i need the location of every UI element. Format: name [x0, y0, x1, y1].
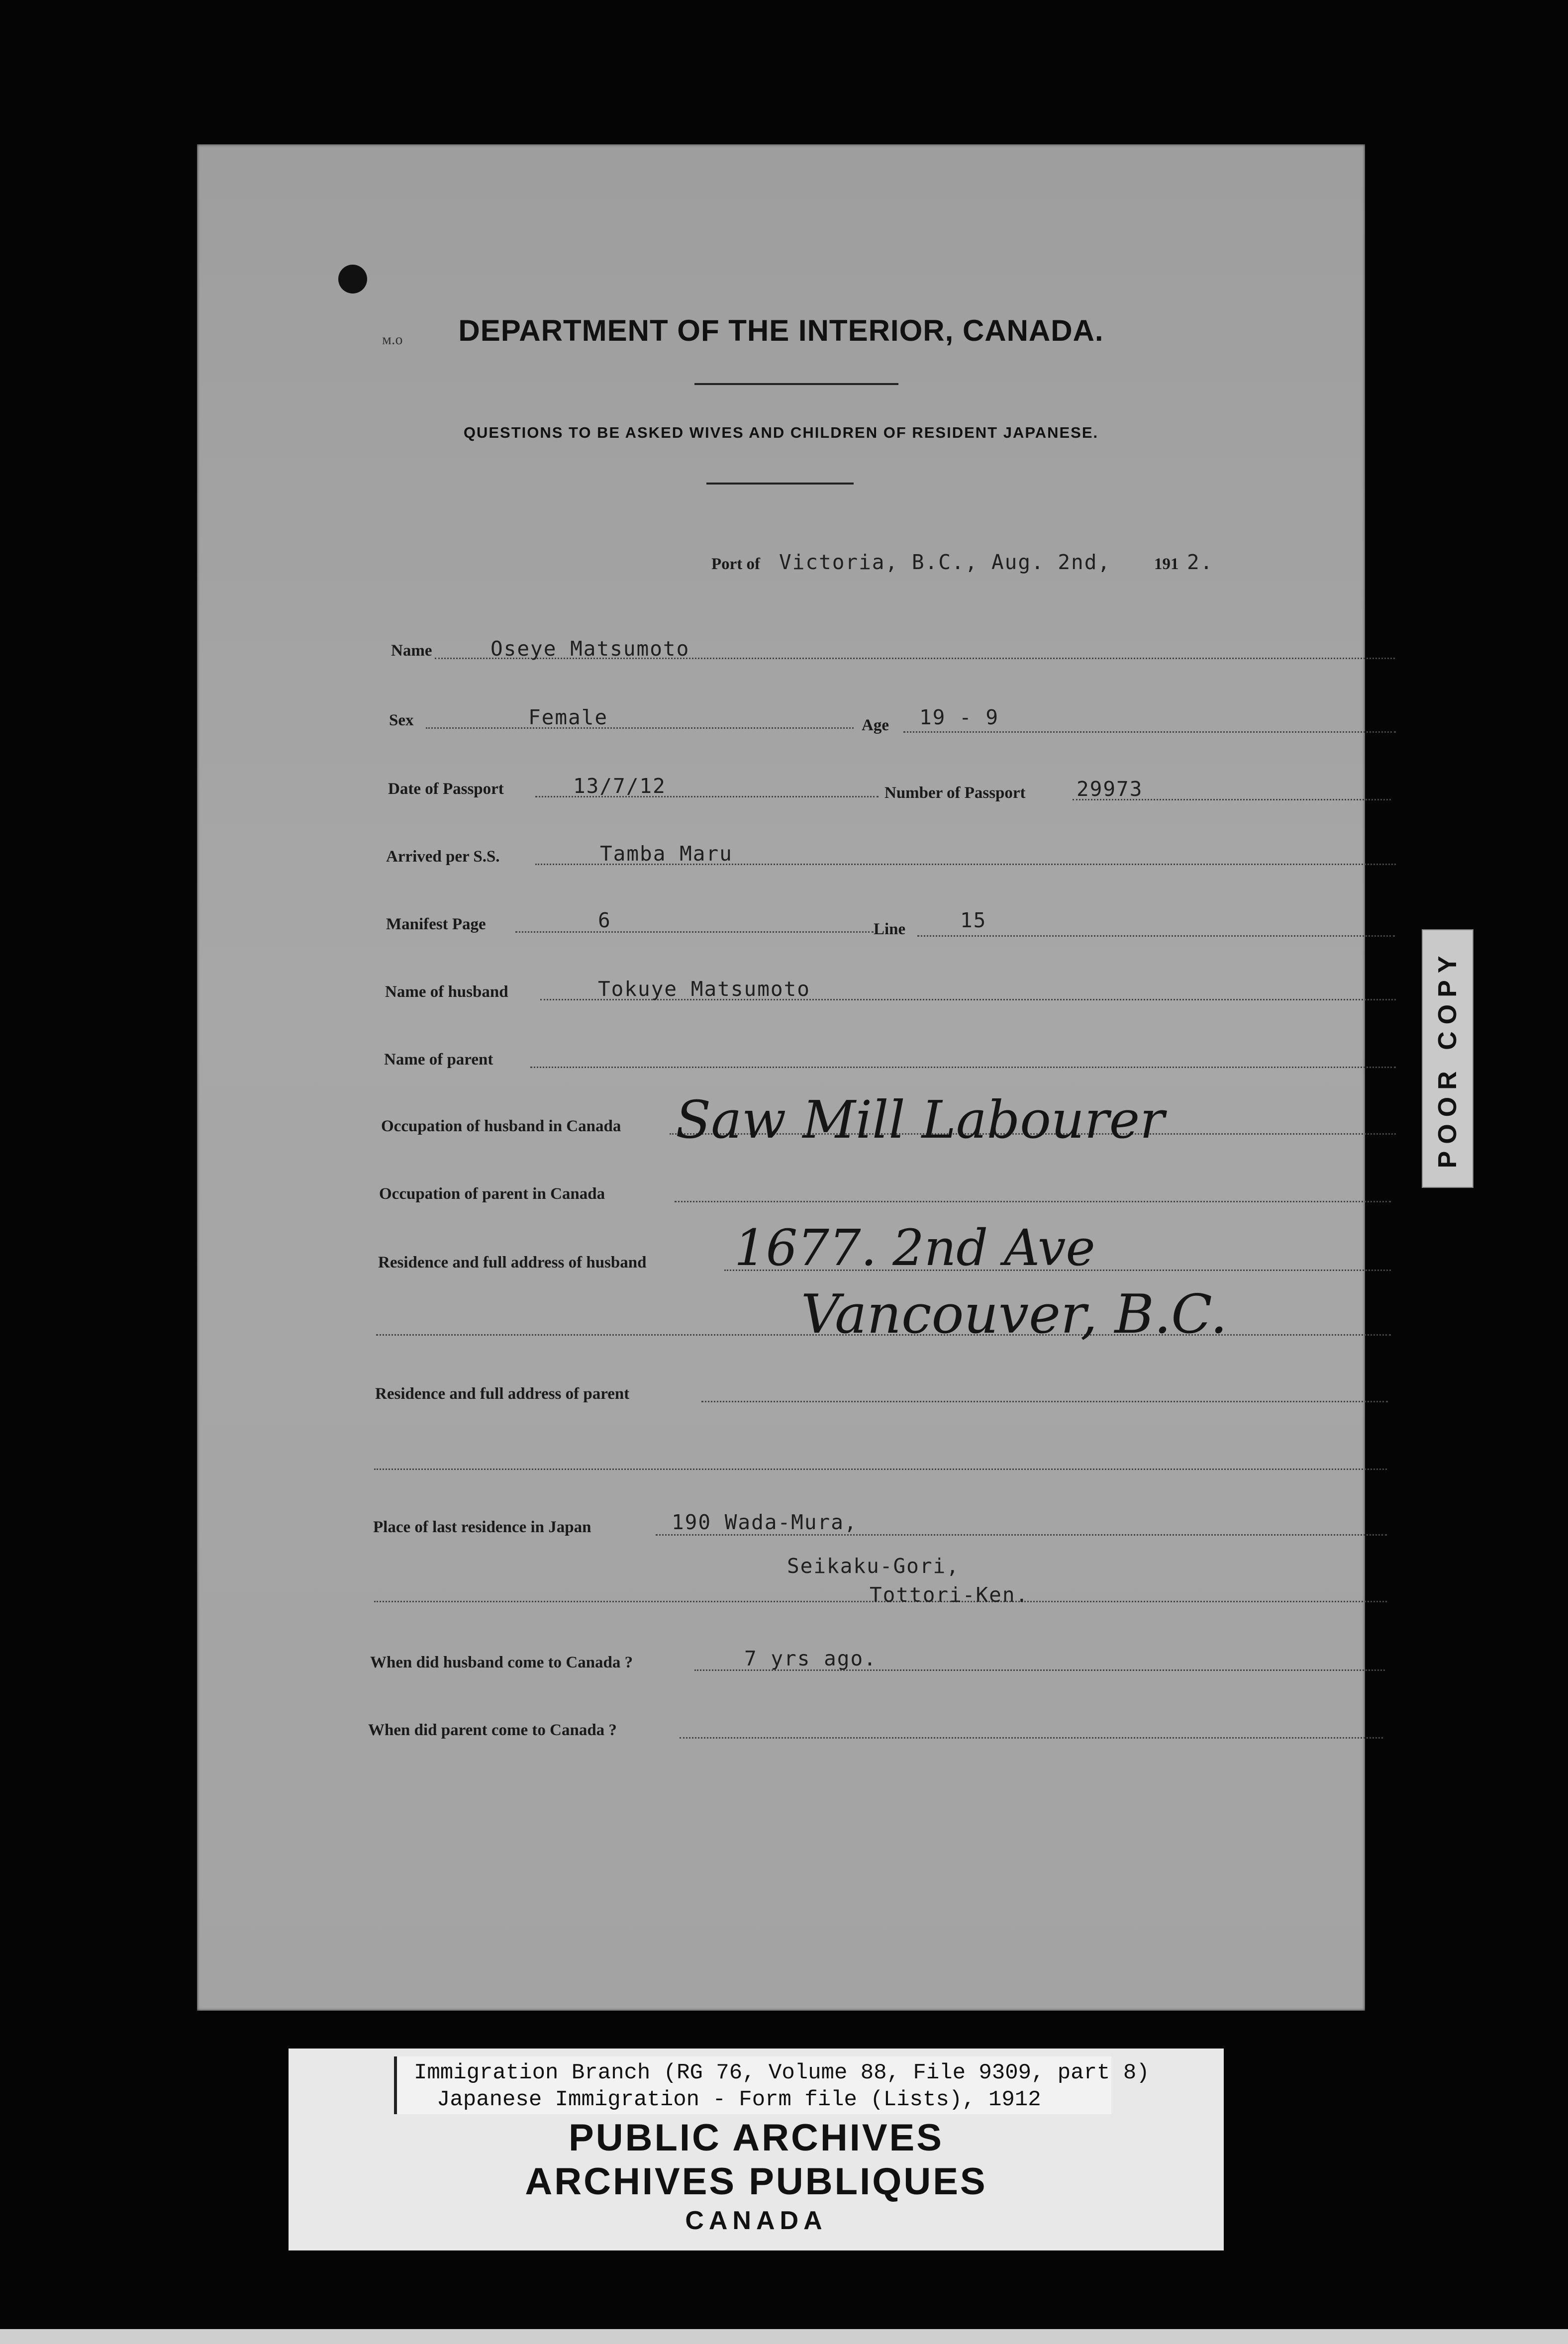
form-title: DEPARTMENT OF THE INTERIOR, CANADA.: [458, 314, 1104, 347]
last-residence-label: Place of last residence in Japan: [373, 1518, 591, 1536]
line-value: 15: [960, 908, 987, 932]
corner-mark: м.о: [382, 331, 403, 348]
poor-copy-stamp: [1422, 929, 1473, 1188]
husband-address-value-line2: Vancouver, B.C.: [801, 1283, 1228, 1346]
parent-name-line: [530, 1067, 1396, 1068]
port-label: Port of: [711, 555, 761, 573]
husband-occupation-value: Saw Mill Labourer: [676, 1089, 1165, 1150]
port-value: Victoria, B.C., Aug. 2nd,: [779, 550, 1111, 574]
year-prefix: 191: [1154, 555, 1179, 573]
passport-date-label: Date of Passport: [388, 780, 504, 798]
name-label: Name: [391, 642, 432, 660]
manifest-value: 6: [598, 908, 611, 932]
parent-name-label: Name of parent: [384, 1051, 493, 1069]
parent-address-label: Residence and full address of parent: [375, 1385, 630, 1403]
husband-arrival-value: 7 yrs ago.: [744, 1647, 877, 1670]
punch-hole: [338, 265, 367, 293]
archive-reference-line1: Immigration Branch (RG 76, Volume 88, File 9309, part 8): [414, 2060, 1150, 2085]
form-subtitle: QUESTIONS TO BE ASKED WIVES AND CHILDREN OF RESIDENT JAPANESE.: [463, 424, 1099, 441]
age-value: 19 - 9: [919, 705, 999, 729]
husband-address-value-line1: 1677. 2nd Ave: [734, 1219, 1095, 1277]
last-residence-value-line3: Tottori-Ken.: [870, 1583, 1029, 1607]
sex-label: Sex: [389, 711, 414, 729]
last-residence-line1: [656, 1534, 1387, 1536]
subtitle-divider: [706, 483, 854, 485]
title-divider: [694, 383, 898, 385]
arrived-value: Tamba Maru: [600, 842, 733, 866]
immigration-form-page: [197, 144, 1365, 2011]
passport-number-label: Number of Passport: [884, 784, 1026, 802]
year-suffix: 2.: [1187, 550, 1214, 574]
archive-label: [289, 2049, 1224, 2250]
parent-occupation-label: Occupation of parent in Canada: [379, 1185, 605, 1203]
age-label: Age: [862, 716, 889, 734]
archive-reference-line2: Japanese Immigration - Form file (Lists), 1912: [437, 2087, 1041, 2112]
archive-name-en: PUBLIC ARCHIVES: [569, 2117, 944, 2159]
poor-copy-text: POOR COPY: [1433, 949, 1462, 1169]
husband-name-value: Tokuye Matsumoto: [598, 977, 810, 1001]
arrived-label: Arrived per S.S.: [386, 848, 500, 866]
passport-number-value: 29973: [1077, 777, 1143, 801]
sex-value: Female: [528, 705, 608, 729]
husband-address-label: Residence and full address of husband: [378, 1254, 647, 1271]
line-label: Line: [874, 920, 906, 938]
husband-occupation-label: Occupation of husband in Canada: [381, 1117, 621, 1135]
sex-line: [426, 727, 854, 729]
age-line: [903, 731, 1396, 733]
film-edge-strip: [0, 2329, 1568, 2344]
parent-address-line2: [374, 1468, 1387, 1470]
husband-arrival-label: When did husband come to Canada ?: [370, 1654, 633, 1671]
passport-date-value: 13/7/12: [573, 774, 666, 798]
last-residence-value-line1: 190 Wada-Mura,: [672, 1510, 858, 1534]
archive-country: CANADA: [685, 2206, 827, 2235]
parent-occupation-line: [675, 1201, 1391, 1202]
husband-name-label: Name of husband: [385, 983, 508, 1001]
manifest-label: Manifest Page: [386, 915, 486, 933]
parent-arrival-line: [680, 1737, 1383, 1739]
line-line: [917, 935, 1395, 937]
archive-reference-tag: [394, 2056, 1150, 2114]
manifest-line: [515, 931, 874, 933]
archive-name-fr: ARCHIVES PUBLIQUES: [525, 2160, 987, 2203]
last-residence-value-line2: Seikaku-Gori,: [787, 1554, 960, 1578]
parent-arrival-label: When did parent come to Canada ?: [368, 1721, 617, 1739]
name-value: Oseye Matsumoto: [490, 637, 690, 661]
parent-address-line1: [701, 1401, 1388, 1402]
